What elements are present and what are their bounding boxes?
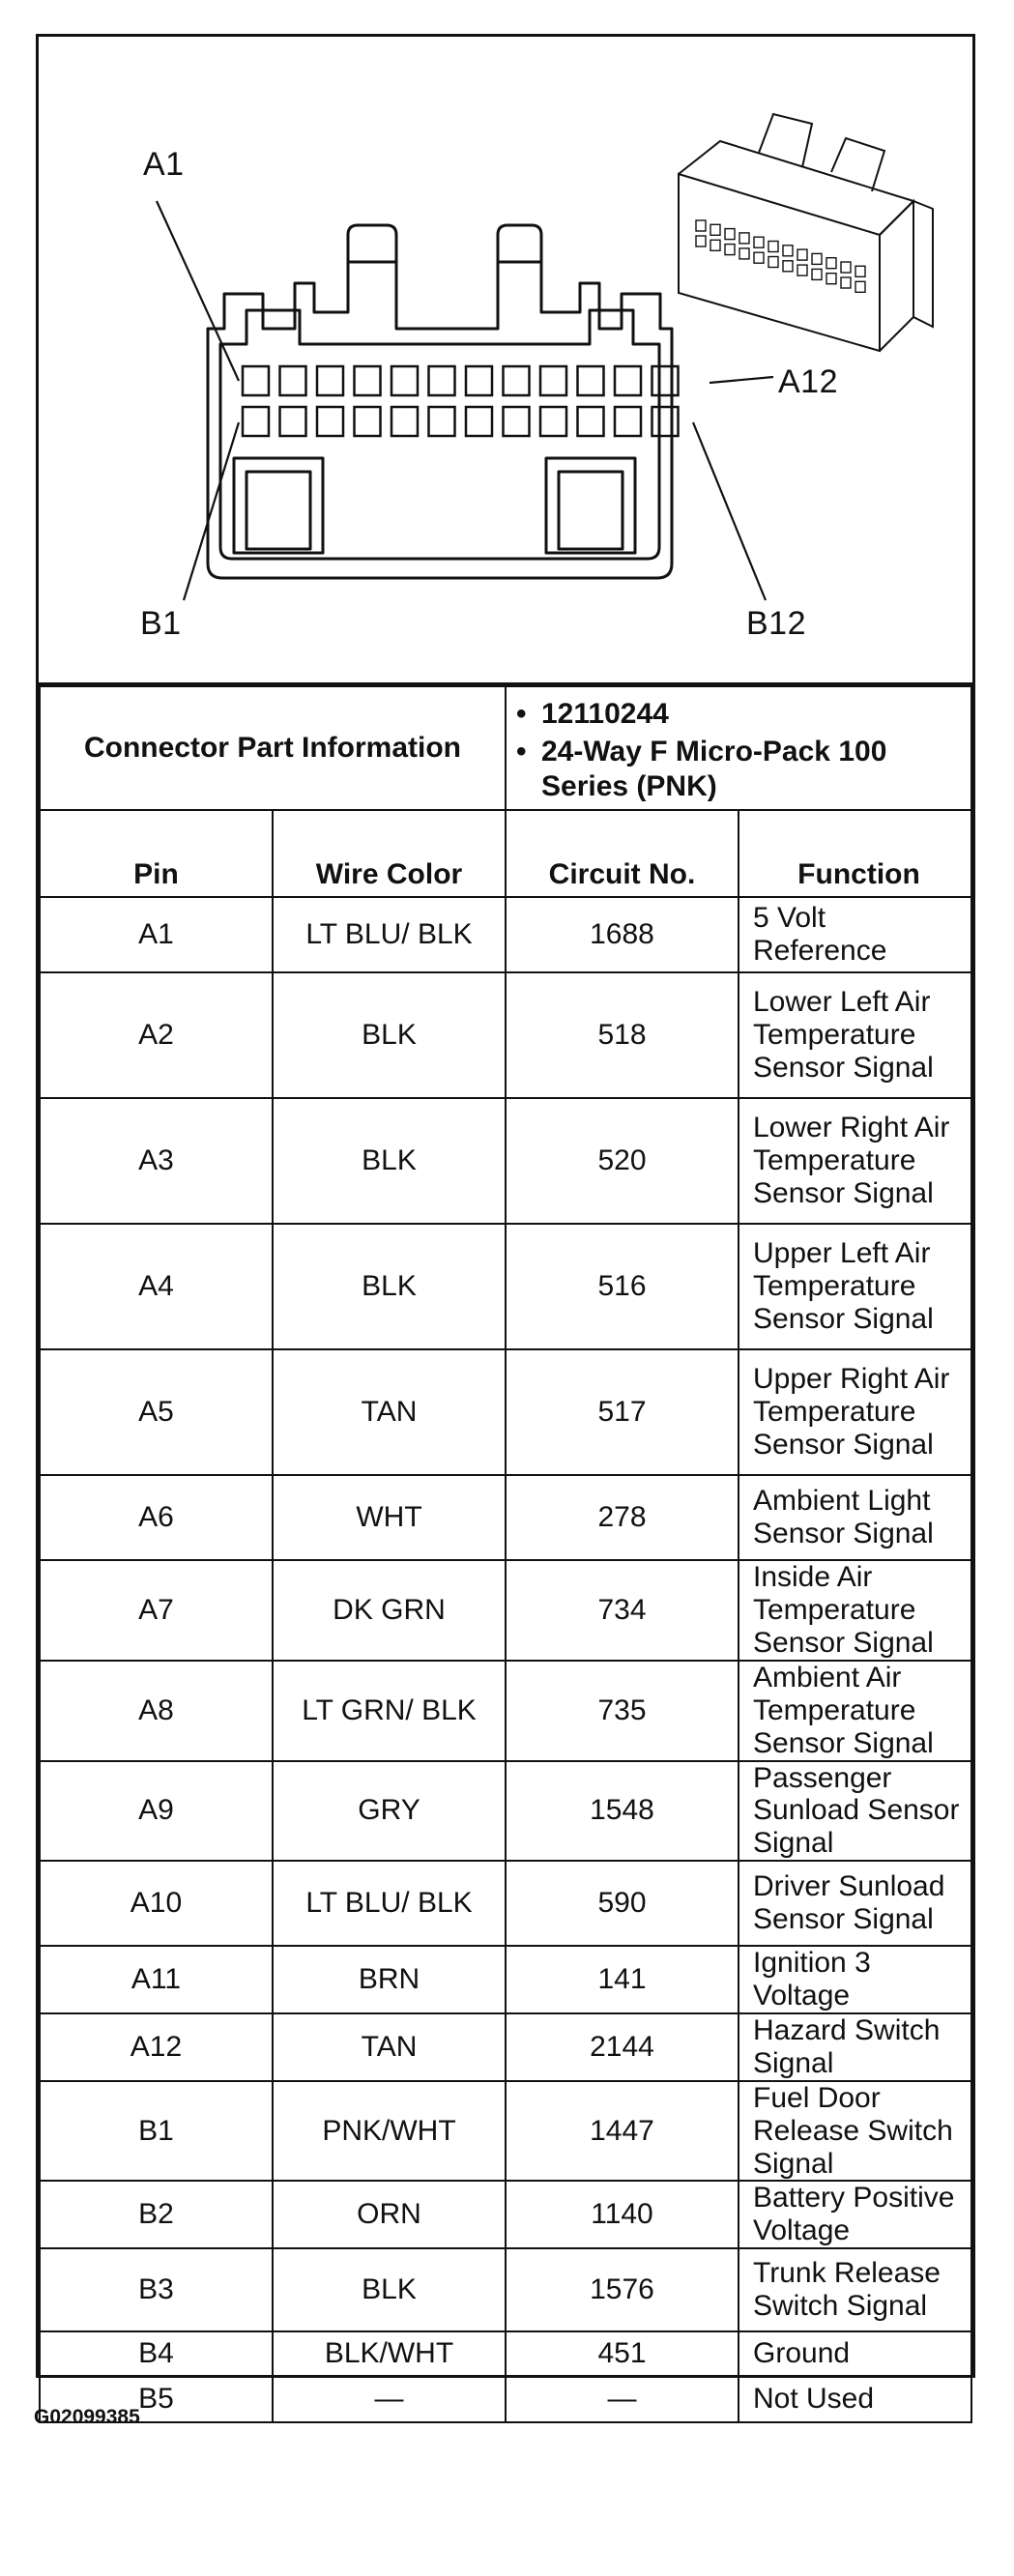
- right-latch: [498, 225, 541, 262]
- iso-pin-cavity: [725, 229, 735, 240]
- pin-cell: A6: [40, 1475, 273, 1560]
- wire-color-cell: LT BLU/ BLK: [273, 897, 506, 972]
- iso-pin-cavity: [812, 269, 822, 279]
- pin-cell: A7: [40, 1560, 273, 1661]
- function-cell: Upper Right Air Temperature Sensor Signal: [739, 1349, 971, 1475]
- circuit-cell: 1447: [506, 2081, 739, 2182]
- figure-id: G02099385: [34, 2406, 140, 2428]
- pin-cavity: [504, 407, 530, 436]
- function-cell: Driver Sunload Sensor Signal: [739, 1861, 971, 1946]
- table-row: [40, 1349, 971, 1475]
- table-row: [40, 897, 971, 972]
- circuit-cell: 451: [506, 2331, 739, 2376]
- col-header-pin: Pin: [40, 810, 273, 897]
- wire-color-cell: LT GRN/ BLK: [273, 1661, 506, 1761]
- pin-cell: A1: [40, 897, 273, 972]
- pin-cavity: [280, 366, 306, 395]
- iso-pin-cavity: [855, 281, 865, 292]
- iso-pin-cavity: [797, 265, 807, 275]
- pin-cavity: [504, 366, 530, 395]
- function-cell: Trunk Release Switch Signal: [739, 2248, 971, 2331]
- left-foot-inner: [246, 472, 310, 549]
- circuit-cell: 141: [506, 1946, 739, 2013]
- pin-cavity: [391, 366, 418, 395]
- wire-color-cell: —: [273, 2376, 506, 2422]
- iso-pin-cavity: [783, 246, 793, 256]
- pin-cell: A4: [40, 1224, 273, 1349]
- pin-cavity: [578, 366, 604, 395]
- wire-color-cell: BLK: [273, 2248, 506, 2331]
- pin-cell: A10: [40, 1861, 273, 1946]
- pinout-table: [39, 685, 972, 2423]
- iso-pin-cavity: [841, 262, 851, 273]
- pin-cavity: [466, 407, 492, 436]
- column-header-row: [40, 810, 971, 897]
- col-header-circuit: Circuit No.: [506, 810, 739, 897]
- wire-color-cell: LT BLU/ BLK: [273, 1861, 506, 1946]
- circuit-cell: 734: [506, 1560, 739, 1661]
- function-cell: 5 Volt Reference: [739, 897, 971, 972]
- function-cell: Upper Left Air Temperature Sensor Signal: [739, 1224, 971, 1349]
- pin-cell: A11: [40, 1946, 273, 2013]
- connector-description: 24-Way F Micro-Pack 100 Series (PNK): [541, 736, 887, 802]
- pin-cell: A5: [40, 1349, 273, 1475]
- part-number-bullet: • 12110244: [516, 698, 669, 730]
- function-cell: Ignition 3 Voltage: [739, 1946, 971, 2013]
- iso-pin-cavity: [754, 237, 764, 247]
- pin-cavity: [429, 366, 455, 395]
- part-number: 12110244: [541, 698, 669, 730]
- function-cell: Hazard Switch Signal: [739, 2013, 971, 2081]
- leader-b12: [693, 422, 766, 600]
- iso-pin-cavity: [696, 236, 706, 246]
- wire-color-cell: DK GRN: [273, 1560, 506, 1661]
- iso-pin-cavity: [696, 220, 706, 231]
- pin-cavity: [243, 407, 269, 436]
- pin-cell: B4: [40, 2331, 273, 2376]
- iso-pin-cavity: [855, 266, 865, 276]
- pin-cavity: [429, 407, 455, 436]
- wire-color-cell: BRN: [273, 1946, 506, 2013]
- right-foot-inner: [559, 472, 623, 549]
- circuit-cell: 2144: [506, 2013, 739, 2081]
- connector-part-info: [506, 686, 971, 810]
- pin-cavity: [652, 407, 679, 436]
- pin-cavity: [317, 407, 343, 436]
- iso-pin-cavity: [768, 257, 778, 268]
- leader-a1: [157, 201, 239, 381]
- table-row: [40, 1661, 971, 1761]
- iso-pin-cavity: [739, 233, 749, 244]
- label-b12: B12: [746, 605, 806, 642]
- pin-cavity: [280, 407, 306, 436]
- pin-cavity: [615, 366, 641, 395]
- pin-cavity: [355, 407, 381, 436]
- connector-housing-outline: [220, 310, 659, 559]
- wire-color-cell: WHT: [273, 1475, 506, 1560]
- col-header-function: Function: [739, 810, 971, 897]
- pin-cell: B1: [40, 2081, 273, 2182]
- connector-part-label: Connector Part Information: [40, 686, 506, 810]
- table-row: [40, 1946, 971, 2013]
- pin-cavities: [243, 366, 679, 436]
- wire-color-cell: BLK: [273, 1098, 506, 1224]
- connector-face-drawing: [39, 37, 972, 682]
- pin-cavity: [578, 407, 604, 436]
- leader-a12: [710, 377, 773, 383]
- wire-color-cell: BLK: [273, 1224, 506, 1349]
- circuit-cell: 1140: [506, 2181, 739, 2248]
- wire-color-cell: BLK: [273, 972, 506, 1098]
- pin-cavity: [317, 366, 343, 395]
- table-row: [40, 1560, 971, 1661]
- wire-color-cell: TAN: [273, 1349, 506, 1475]
- table-row: [40, 1224, 971, 1349]
- function-cell: Inside Air Temperature Sensor Signal: [739, 1560, 971, 1661]
- connector-info-row: [40, 686, 971, 810]
- label-b1: B1: [140, 605, 182, 642]
- pin-cell: A9: [40, 1761, 273, 1862]
- function-cell: Lower Left Air Temperature Sensor Signal: [739, 972, 971, 1098]
- wire-color-cell: GRY: [273, 1761, 506, 1862]
- circuit-cell: 1548: [506, 1761, 739, 1862]
- connector-isometric-view: [679, 114, 933, 351]
- pin-cavity: [466, 366, 492, 395]
- pin-cell: B2: [40, 2181, 273, 2248]
- circuit-cell: 735: [506, 1661, 739, 1761]
- function-cell: Passenger Sunload Sensor Signal: [739, 1761, 971, 1862]
- table-row: [40, 2181, 971, 2248]
- iso-pin-cavity: [797, 249, 807, 260]
- function-cell: Ground: [739, 2331, 971, 2376]
- pin-cell: A2: [40, 972, 273, 1098]
- iso-pin-cavity: [826, 274, 836, 284]
- circuit-cell: 1688: [506, 897, 739, 972]
- label-a1: A1: [143, 146, 185, 183]
- iso-pin-cavity: [841, 277, 851, 288]
- iso-pin-cavity: [725, 245, 735, 255]
- table-row: [40, 1098, 971, 1224]
- circuit-cell: 590: [506, 1861, 739, 1946]
- table-row: [40, 1475, 971, 1560]
- circuit-cell: 278: [506, 1475, 739, 1560]
- iso-pin-cavity: [710, 224, 720, 235]
- function-cell: Fuel Door Release Switch Signal: [739, 2081, 971, 2182]
- wire-color-cell: PNK/WHT: [273, 2081, 506, 2182]
- pin-cavity: [540, 407, 566, 436]
- function-cell: Ambient Light Sensor Signal: [739, 1475, 971, 1560]
- iso-pin-cavity: [783, 261, 793, 272]
- pin-cell: A8: [40, 1661, 273, 1761]
- pin-cavity: [243, 366, 269, 395]
- circuit-cell: 518: [506, 972, 739, 1098]
- iso-pin-cavity: [710, 240, 720, 250]
- table-row: [40, 2376, 971, 2422]
- pin-cavity: [355, 366, 381, 395]
- iso-pin-cavity: [826, 258, 836, 269]
- iso-pin-cavity: [812, 253, 822, 264]
- iso-pin-cavity: [739, 248, 749, 259]
- iso-pin-cavity: [754, 252, 764, 263]
- table-row: [40, 2331, 971, 2376]
- circuit-cell: —: [506, 2376, 739, 2422]
- table-row: [40, 1861, 971, 1946]
- table-row: [40, 2248, 971, 2331]
- connector-diagram: [39, 37, 972, 685]
- left-latch: [348, 225, 396, 262]
- col-header-wire-color: Wire Color: [273, 810, 506, 897]
- function-cell: Ambient Air Temperature Sensor Signal: [739, 1661, 971, 1761]
- pin-cavity: [540, 366, 566, 395]
- description-bullet: • 24-Way F Micro-Pack 100 Series (PNK): [516, 736, 887, 802]
- table-row: [40, 1761, 971, 1862]
- function-cell: Battery Positive Voltage: [739, 2181, 971, 2248]
- circuit-cell: 516: [506, 1224, 739, 1349]
- connector-sheet: [36, 34, 975, 2416]
- pin-cell: B3: [40, 2248, 273, 2331]
- function-cell: Lower Right Air Temperature Sensor Signal: [739, 1098, 971, 1224]
- iso-pin-cavity: [768, 242, 778, 252]
- pin-cell: A12: [40, 2013, 273, 2081]
- pin-cavity: [391, 407, 418, 436]
- table-row: [40, 2013, 971, 2081]
- circuit-cell: 517: [506, 1349, 739, 1475]
- circuit-cell: 520: [506, 1098, 739, 1224]
- pin-cell: B5: [40, 2376, 273, 2422]
- pin-cell: A3: [40, 1098, 273, 1224]
- pin-cavity: [615, 407, 641, 436]
- wire-color-cell: TAN: [273, 2013, 506, 2081]
- wire-color-cell: BLK/WHT: [273, 2331, 506, 2376]
- circuit-cell: 1576: [506, 2248, 739, 2331]
- table-row: [40, 2081, 971, 2182]
- label-a12: A12: [778, 363, 838, 400]
- table-row: [40, 972, 971, 1098]
- wire-color-cell: ORN: [273, 2181, 506, 2248]
- pin-cavity: [652, 366, 679, 395]
- function-cell: Not Used: [739, 2376, 971, 2422]
